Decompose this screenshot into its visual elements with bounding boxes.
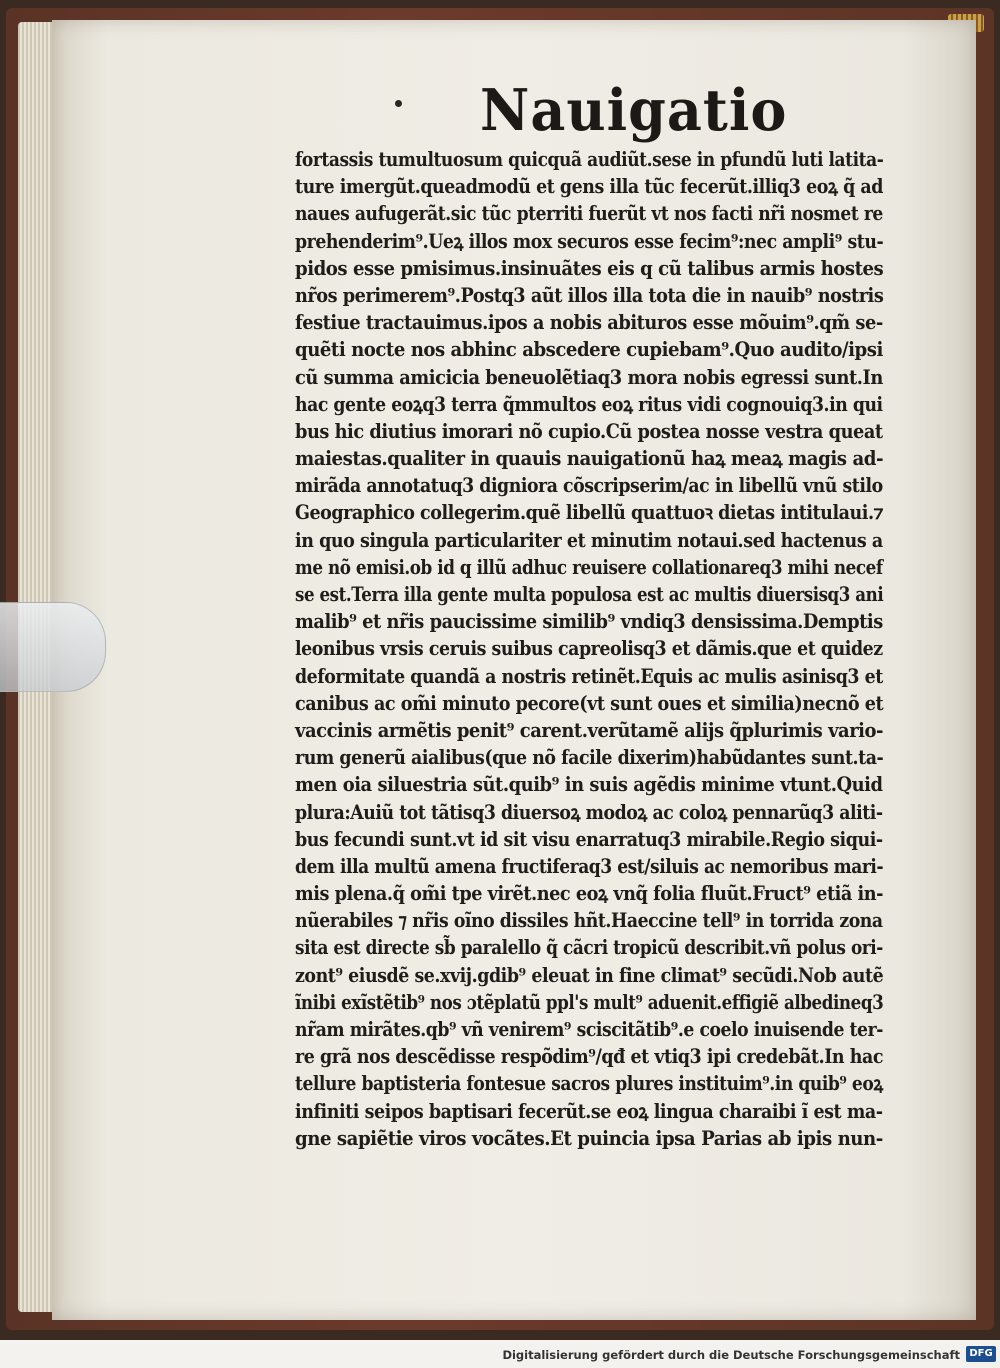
text-line: ĩnibi exĩstẽtib⁹ nos ɔtẽplatũ ppl's mult⁹ aduenit.effigiẽ albedineq3 xyxy=(295,990,884,1014)
text-line: infiniti seipos baptisari fecerũt.se eoꝝ lingua charaibi ĩ est ma- xyxy=(295,1099,883,1123)
funding-credit: Digitalisierung gefördert durch die Deutsche Forschungsgemeinschaft xyxy=(502,1348,960,1362)
text-line: re grã nos descẽdisse respõdim⁹/qđ et vtiq3 ipi credebãt.In hac xyxy=(295,1045,884,1069)
text-line: naues aufugerãt.sic tũc pterriti fuerũt vt nos facti nr̃i nosmet re xyxy=(295,202,883,226)
ornament-dot xyxy=(395,100,402,107)
text-line: nr̃am mirãtes.qb⁹ vñ venirem⁹ sciscitãtib⁹.e coelo inuisende ter- xyxy=(295,1018,883,1041)
text-line: canibus ac om̃i minuto pecore(vt sunt oues et similia)necnõ et xyxy=(295,691,884,715)
text-line: leonibus vrsis ceruis suibus capreolisq3 et dãmis.que et quidez xyxy=(295,637,883,661)
page-clip xyxy=(0,602,106,692)
text-line: tellure baptisteria fontesue sacros plures instituim⁹.in quib⁹ eoꝝ xyxy=(295,1072,883,1096)
dfg-logo: DFG xyxy=(966,1346,996,1362)
text-line: cũ summa amicicia beneuolẽtiaq3 mora nobis egressi sunt.In xyxy=(295,365,883,389)
text-block xyxy=(295,146,885,1152)
text-line: festiue tractauimus.ipos a nobis abituros esse mõuim⁹.qm̃ se- xyxy=(295,311,883,335)
text-line: nũerabiles ⁊ nr̃is oĩno dissiles hñt.Haeccine tell⁹ in torrida zona xyxy=(295,909,883,933)
text-line: me nõ emisi.ob id q illũ adhuc reuisere collationareq3 mihi necef xyxy=(295,555,883,579)
text-line: nr̃os perimerem⁹.Postq3 aũt illos illa tota die in nauib⁹ nostris xyxy=(295,283,884,307)
text-line: malib⁹ et nr̃is paucissime similib⁹ vndiq3 densissima.Demptis xyxy=(295,610,883,634)
text-line: mirãda annotatuq3 digniora cõscripserim/ac in libellũ vnũ stilo xyxy=(295,474,883,498)
text-line: vaccinis armẽtis penit⁹ carent.verũtamẽ alijs q̃plurimis vario- xyxy=(295,718,884,742)
text-line: rum generũ aialibus(que nõ facile dixerim)habũdantes sunt.ta- xyxy=(295,746,884,770)
text-line: fortassis tumultuosum quicquã audiũt.sese in pfundũ luti latita- xyxy=(295,148,884,171)
text-line: se est.Terra illa gente multa populosa est ac multis diuersisq3 ani xyxy=(295,583,884,606)
text-line: zont⁹ eiusdẽ se.xvij.gdib⁹ eleuat in fine climat⁹ secũdi.Nob autẽ xyxy=(295,963,884,987)
text-line: ture imergũt.queadmodũ et gens illa tũc fecerũt.illiq3 eoꝝ q̃ ad xyxy=(295,175,883,199)
text-line: pidos esse pmisimus.insinuãtes eis q cũ talibus armis hostes xyxy=(295,256,884,280)
text-line: prehenderim⁹.Ueꝝ illos mox securos esse fecim⁹:nec ampli⁹ stu- xyxy=(295,229,884,253)
text-line: Geographico collegerim.quẽ libellũ quattuoꝛ dietas intitulaui.⁊ xyxy=(295,501,884,525)
text-line: hac gente eoꝝq3 terra q̃mmultos eoꝝ ritus vidi cognouiq3.in qui xyxy=(295,392,883,416)
page-heading: Nauigatio xyxy=(480,76,788,144)
text-line: maiestas.qualiter in quauis nauigationũ haꝝ meaꝝ magis ad- xyxy=(295,447,884,471)
text-line: sita est directe sb̃ paralello q̃ cãcri tropicũ describit.vñ polus ori- xyxy=(295,936,883,960)
text-line: gne sapiẽtie viros vocãtes.Et puincia ipsa Parias ab ipis nun- xyxy=(295,1126,883,1150)
text-line: bus fecundi sunt.vt id sit visu enarratuq3 mirabile.Regio siqui- xyxy=(295,827,883,851)
text-line: deformitate quandã a nostris retinẽt.Equis ac mulis asinisq3 et xyxy=(295,664,883,688)
text-line: plura:Auiũ tot tãtisq3 diuersoꝝ modoꝝ ac coloꝝ pennarũq3 aliti- xyxy=(295,800,883,824)
text-line: dem illa multũ amena fructiferaq3 est/siluis ac nemoribus mari- xyxy=(295,854,884,878)
text-line: quẽti nocte nos abhinc abscedere cupiebam⁹.Quo audito/ipsi xyxy=(295,338,883,362)
footer-bar xyxy=(0,1340,1000,1368)
text-line: bus hic diutius imorari nõ cupio.Cũ postea nosse vestra queat xyxy=(295,419,883,443)
text-line: mis plena.q̃ om̃i tpe virẽt.nec eoꝝ vnq̃ folia fluũt.Fruct⁹ etiã in- xyxy=(295,882,884,906)
text-line: in quo singula particulariter et minutim notaui.sed hactenus a xyxy=(295,528,883,552)
text-line: men oia siluestria sũt.quib⁹ in suis agẽdis minime vtunt.Quid xyxy=(295,773,883,797)
